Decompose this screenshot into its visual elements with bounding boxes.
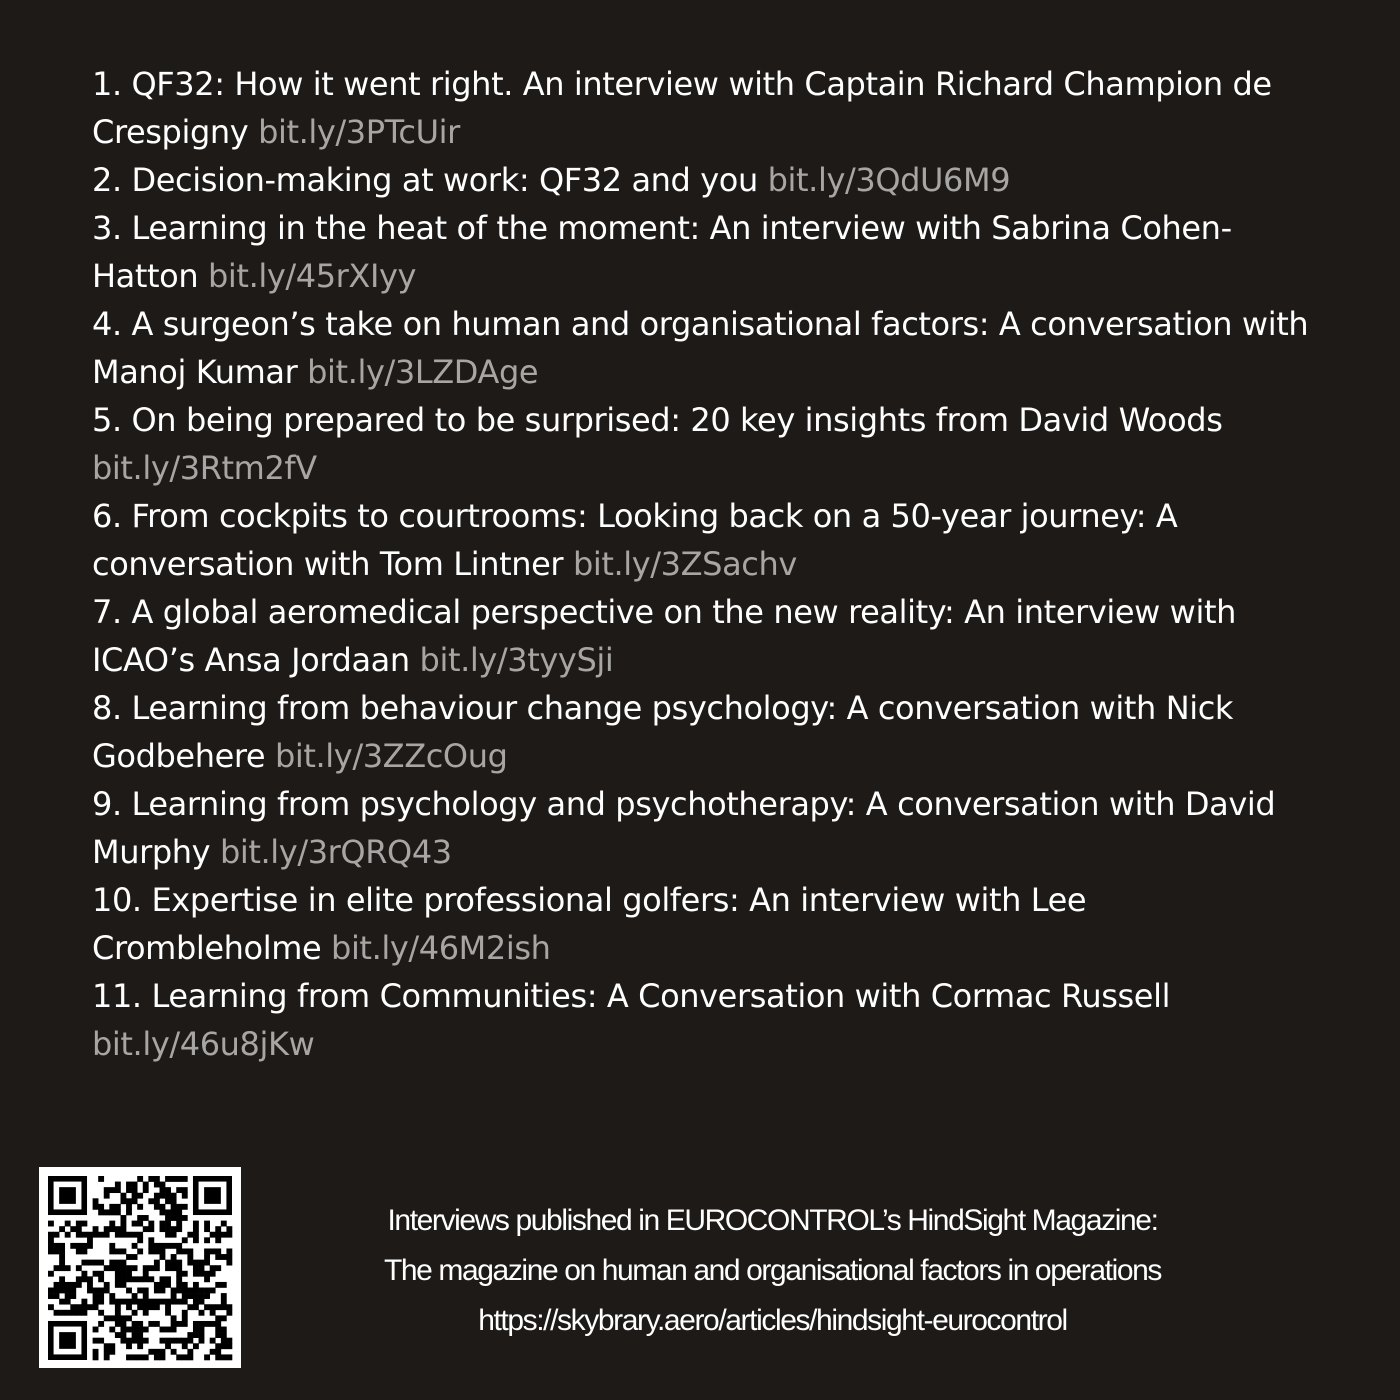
- item-title: 6. From cockpits to courtrooms: Looking back on a 50-year journey: A conversation with Tom Lintner: [92, 497, 1178, 583]
- qr-code-icon: [39, 1167, 241, 1368]
- list-item: [92, 300, 1322, 396]
- list-item: [92, 156, 1322, 204]
- list-item: [92, 60, 1322, 156]
- item-link[interactable]: bit.ly/3LZDAge: [307, 353, 539, 391]
- item-link[interactable]: bit.ly/3QdU6M9: [767, 161, 1011, 199]
- item-link[interactable]: bit.ly/46u8jKw: [92, 1025, 315, 1063]
- list-item: [92, 396, 1322, 492]
- interview-list: [92, 60, 1322, 1068]
- item-title: 7. A global aeromedical perspective on the new reality: An interview with ICAO’s Ansa Jordaan: [92, 593, 1236, 679]
- item-title: 5. On being prepared to be surprised: 20 key insights from David Woods: [92, 401, 1223, 439]
- qr-code-icon[interactable]: [39, 1167, 241, 1368]
- item-title: 3. Learning in the heat of the moment: An interview with Sabrina Cohen-Hatton: [92, 209, 1232, 295]
- item-link[interactable]: bit.ly/3rQRQ43: [219, 833, 452, 871]
- item-title: 10. Expertise in elite professional golfers: An interview with Lee Crombleholme: [92, 881, 1087, 967]
- item-link[interactable]: bit.ly/45rXIyy: [208, 257, 417, 295]
- footer-line-2: The magazine on human and organisational factors in operations: [383, 1254, 1162, 1287]
- item-title: 4. A surgeon’s take on human and organisational factors: A conversation with Manoj Kumar: [92, 305, 1309, 391]
- footer-url[interactable]: https://skybrary.aero/articles/hindsight-eurocontrol: [478, 1304, 1067, 1337]
- item-link[interactable]: bit.ly/3tyySji: [419, 641, 614, 679]
- item-link[interactable]: bit.ly/3PTcUir: [258, 113, 460, 151]
- item-link[interactable]: bit.ly/3ZSachv: [572, 545, 797, 583]
- footer-caption: [300, 1196, 1245, 1346]
- item-title: 2. Decision-making at work: QF32 and you: [92, 161, 758, 199]
- list-item: [92, 492, 1322, 588]
- item-link[interactable]: bit.ly/46M2ish: [331, 929, 551, 967]
- item-title: 8. Learning from behaviour change psychology: A conversation with Nick Godbehere: [92, 689, 1234, 775]
- item-title: 9. Learning from psychology and psychotherapy: A conversation with David Murphy: [92, 785, 1276, 871]
- list-item: [92, 684, 1322, 780]
- item-link[interactable]: bit.ly/3Rtm2fV: [92, 449, 317, 487]
- list-item: [92, 780, 1322, 876]
- item-title: 1. QF32: How it went right. An interview with Captain Richard Champion de Crespigny: [92, 65, 1272, 151]
- list-item: [92, 972, 1322, 1068]
- list-item: [92, 204, 1322, 300]
- item-link[interactable]: bit.ly/3ZZcOug: [274, 737, 508, 775]
- list-item: [92, 588, 1322, 684]
- list-item: [92, 876, 1322, 972]
- item-title: 11. Learning from Communities: A Conversation with Cormac Russell: [92, 977, 1171, 1015]
- footer-line-1: Interviews published in EUROCONTROL’s HindSight Magazine:: [387, 1204, 1158, 1237]
